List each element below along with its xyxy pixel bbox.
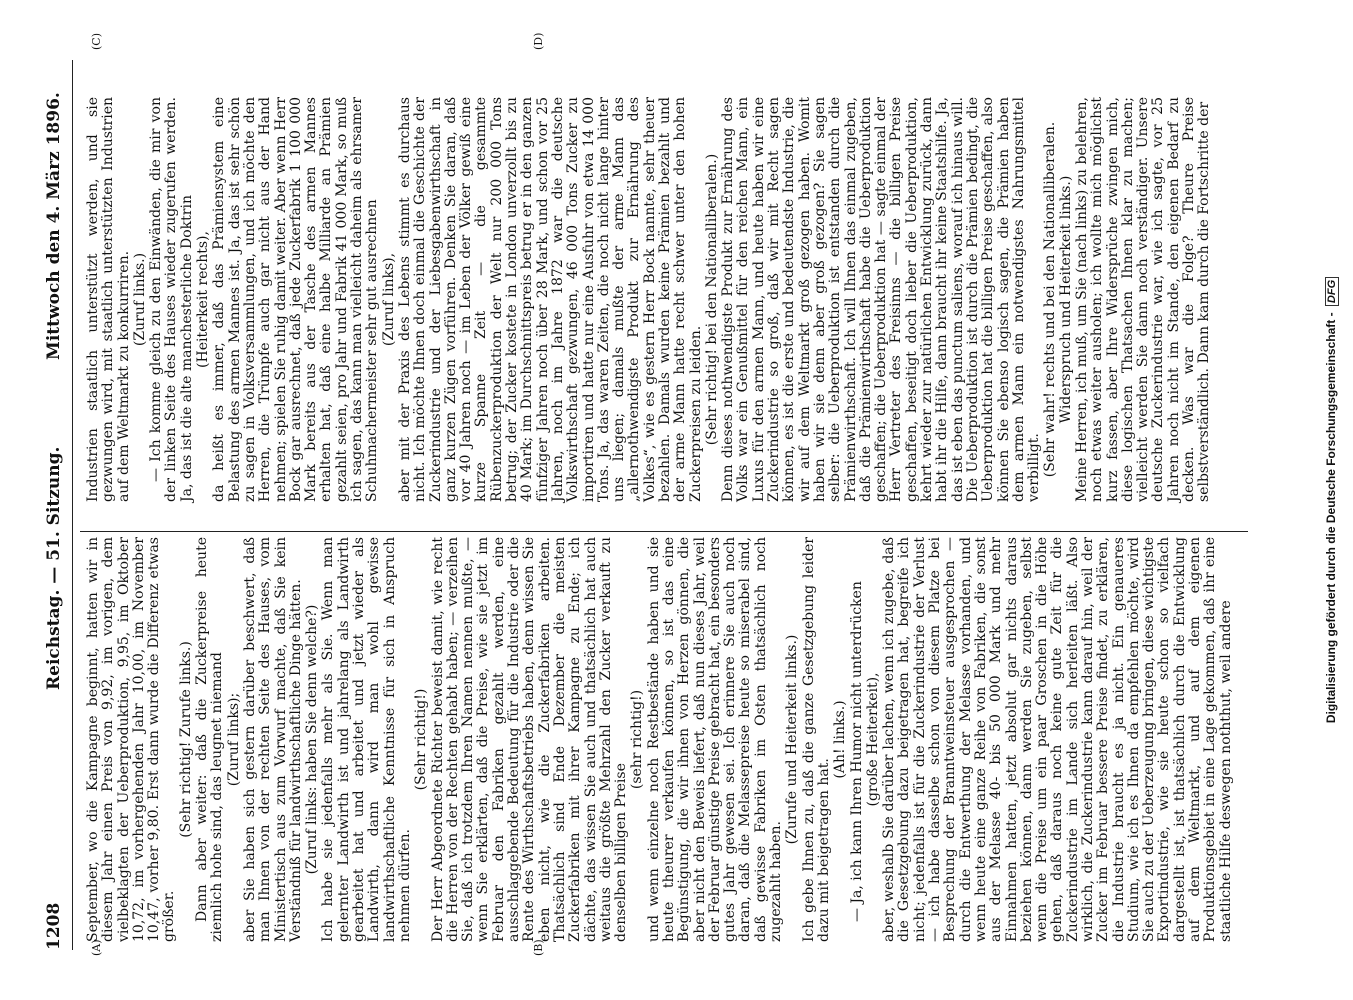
text-column-right bbox=[86, 97, 1213, 502]
session-date: Mittwoch den 4. März 1896. bbox=[44, 92, 64, 360]
paragraph: Ich habe sie jedenfalls mehr als Sie. Wenn man gelernter Landwirth ist und jahrelang als Landwirth gearbeitet hat und arbeitet und jetzt wieder als Landwirth, dann wird man wohl gewisse landwirthschaftliche Kenntnisse für sich in Anspruch nehmen dürfen. bbox=[320, 537, 413, 942]
margin-mark-b: (B) bbox=[532, 939, 545, 956]
interjection: (große Heiterkeit), bbox=[864, 672, 881, 807]
interjection: (Sehr wahr! rechts und bei den Nationalliberalen. Widerspruch und Heiterkeit links.) bbox=[1042, 121, 1074, 478]
interjection: (Heiterkeit rechts), bbox=[195, 231, 212, 368]
page-header bbox=[44, 60, 72, 950]
interjection: (Sehr richtig! bei den Nationalliberalen.) bbox=[703, 153, 720, 446]
interjection: (Zurufe und Heiterkeit links.) bbox=[784, 634, 801, 845]
paragraph: da heißt es immer, daß das Prämiensystem eine Belastung des armen Mannes ist. Ja, das ist sehr schön zu sagen in Volksversammlungen, und ich möchte den Herren, die Trümpfe auch gar nicht aus der Hand nehmen; spielen Sie ruhig damit weiter. Aber wenn Herr Bock gar ausrechnet, daß jede Zuckerfabrik 1 100 000 Mark bereits aus der Tasche des armen Mannes erhalten hat, daß eine halbe Milliarde an Prämien gezahlt seien, pro Jahr und Fabrik 41 000 Mark, so muß ich sagen, das kann man vielleicht daheim als ehrsamer Schuhmachermeister sehr gut ausrechnen bbox=[211, 97, 381, 502]
paragraph: — Ja, ich kann Ihren Humor nicht unterdrücken bbox=[848, 581, 865, 922]
page-number: 1208 bbox=[44, 902, 64, 950]
margin-mark-d: (D) bbox=[532, 32, 545, 50]
paragraph: aber Sie haben sich gestern darüber beschwert, daß man Ihnen von der rechten Seite des Hauses, vom Ministertisch aus zum Vorwurf machte, daß Sie kein Verständniß für landwirthschaftliche Dinge hätten. bbox=[241, 537, 304, 942]
interjection: (Zuruf links); bbox=[225, 692, 242, 787]
interjection: (Sehr richtig! Zurufe links.) bbox=[177, 641, 194, 838]
paragraph: Ich gebe Ihnen zu, daß die ganze Gesetzgebung leider dazu mit beigetragen hat. bbox=[800, 537, 832, 942]
dfg-logo: DFG bbox=[1325, 277, 1339, 306]
interjection: (Zuruf links: haben Sie denn welche?) bbox=[304, 604, 321, 875]
paragraph: aber, weshalb Sie darüber lachen, wenn ich zugebe, daß die Gesetzgebung dazu beigetragen hat, begreife ich nicht; jedenfalls ist für die Zuckerindustrie der Verlust — ich habe dasselbe schon von diesem Platze bei Besprechung der Branntweinsteuer ausgesprochen — durch die Entwerthung der Melasse vorhanden, und wenn heute eine ganze Reihe von Fabriken, die sonst aus der Melasse 40- bis 50 000 Mark und mehr Einnahmen hatten, jetzt absolut gar nichts daraus beziehen können, dann werden Sie zugeben, selbst wenn die Preise um ein paar Groschen in die Höhe gehen, daß daraus noch keine gute Zeit für die Zuckerindustrie im Lande sich herleiten läßt. Also wirklich, die Zuckerindustrie kann darauf hin, weil der Zucker im Februar bessere Preise findet, zu erklären, die Industrie braucht es ja nicht. Ein genaueres Studium, wie ich es Ihnen da empfehlen möchte, wird Sie auch zu der Ueberzeugung bringen, diese wichtigste Exportindustrie, wie sie heute schon so vielfach dargestellt ist, ist thatsächlich durch die Entwicklung auf dem Weltmarkt, und auf dem eigenen Produktionsgebiet in eine Lage gekommen, daß ihr eine staatliche Hilfe deswegen noththut, weil andere bbox=[881, 537, 1234, 942]
text-column-left bbox=[86, 537, 1234, 942]
column-rule bbox=[80, 531, 1248, 532]
interjection: (Zuruf links.) bbox=[131, 252, 148, 347]
paragraph: Meine Herren, ich muß, um Sie (nach links) zu belehren, noch etwas weiter ausholen; ich wollte mich möglichst kurz fassen, aber Ihre Widersprüche zwingen mich, diese logischen Thatsachen Ihnen klar zu machen; vielleicht werden Sie dann noch verständiger. Unsere deutsche Zuckerindustrie war, wie ich sagte, vor 25 Jahren noch nicht im Stande, den eigenen Bedarf zu decken. Was war die Folge? Theure Preise selbstverständlich. Dann kam durch die Fortschritte der bbox=[1074, 97, 1213, 502]
margin-mark-a: (A) bbox=[90, 939, 103, 956]
digitization-footer bbox=[1324, 0, 1339, 1000]
interjection: (Ah! links.) bbox=[832, 700, 849, 779]
paragraph: — Ich komme gleich zu den Einwänden, die mir von der linken Seite des Hauses wieder zugerufen werden. Ja, das ist die alte manchesterliche Doktrin bbox=[148, 97, 195, 502]
paragraph: Industrien staatlich unterstützt werden, und sie gezwungen wird, mit staatlich unterstützten Industrien auf dem Weltmarkt zu konkurriren. bbox=[85, 97, 132, 502]
interjection: (Zuruf links), bbox=[380, 252, 397, 347]
session-title: Reichstag. — 51. Sitzung. bbox=[44, 446, 64, 690]
interjection: (sehr richtig!) bbox=[629, 689, 646, 790]
paragraph: aber mit der Praxis des Lebens stimmt es durchaus nicht. Ich möchte Ihnen doch einmal die Geschichte der Zuckerindustrie und der Liebesgabenwirthschaft in ganz kurzen Zügen vorführen. Denken Sie daran, daß vor 40 Jahren noch — im Leben der Völker gewiß eine kurze Spanne Zeit — die gesammte Rübenzuckerproduktion der Welt nur 200 000 Tons betrug; der Zucker kostete in London unverzollt bis zu 40 Mark; im Durchschnittspreis betrug er in den ganzen fünfziger Jahren noch über 28 Mark, und schon vor 25 Jahren, noch im Jahre 1872 war die deutsche Volkswirthschaft gezwungen, 46 000 Tons Zucker zu importiren und hatte nur eine Ausfuhr von etwa 14 000 Tons. Ja, das waren Zeiten, die noch nicht lange hinter uns liegen; damals mußte der arme Mann das „allernothwendigste Produkt zur Ernährung des Volkes“, wie es gestern Herr Bock nannte, sehr theuer bezahlen. Damals wurden keine Prämien bezahlt und der arme Mann hatte recht schwer unter den hohen Zuckerpreisen zu leiden. bbox=[396, 97, 704, 502]
margin-mark-c: (C) bbox=[90, 33, 103, 50]
header-rule bbox=[72, 60, 73, 950]
paragraph: September, wo die Kampagne beginnt, hatten wir in diesem Jahr einen Preis von 9,92, im vorigen, dem vielbeklagten der Ueberproduktion, 9,95, im Oktober 10,72, im vorhergehenden Jahr 10,00, im November 10,47, vorher 9,80. Erst dann wurde die Differenz etwas größer. bbox=[85, 537, 178, 942]
interjection: (Sehr richtig!) bbox=[413, 688, 430, 791]
paragraph: und wenn einzelne noch Restbestände haben und sie heute theurer verkaufen können, so ist das eine Begünstigung, die wir ihnen von Herzen gönnen, die aber nicht den Beweis liefert, daß nun dieses Jahr, weil der Februar günstige Preise gebracht hat, ein besonders gutes Jahr gewesen sei. Ich erinnere Sie auch noch daran, daß die Melassepreise heute so miserabel sind, daß gewisse Fabriken im Osten thatsächlich noch zugezahlt haben. bbox=[645, 537, 785, 942]
paragraph: Dann aber weiter: daß die Zuckerpreise heute ziemlich hohe sind, das leugnet niemand bbox=[194, 537, 226, 942]
paragraph: Der Herr Abgeordnete Richter beweist damit, wie recht die Herren von der Rechten gehabt haben; — verzeihen Sie, daß ich trotzdem Ihren Namen nennen mußte, — wenn Sie erklärten, daß die Preise, wie sie jetzt im Februar den Fabriken gezahlt werden, eine ausschlaggebende Bedeutung für die Industrie oder die Rente des Wirthschaftsbetriebs haben, denn wissen Sie eben nicht, wie die Zuckerfabriken arbeiten. Thatsächlich sind Ende Dezember die meisten Zuckerfabriken mit ihrer Kampagne zu Ende; ich dächte, das wissen Sie auch und thatsächlich hat auch weitaus die größte Mehrzahl den Zucker verkauft zu denselben billigen Preise bbox=[429, 537, 630, 942]
paragraph: Denn dieses nothwendigste Produkt zur Ernährung des Volks war ein Genußmittel für den reichen Mann, ein Luxus für den armen Mann, und heute haben wir eine Zuckerindustrie so groß, daß wir mit Recht sagen können, es ist die erste und bedeutendste Industrie, die wir auf dem Weltmarkt groß gezogen haben. Womit haben wir sie denn aber groß gezogen? Sie sagen selber: die Ueberproduktion ist entstanden durch die Prämienwirthschaft. Ich will Ihnen das einmal zugeben, daß die Prämienwirthschaft habe die Ueberproduktion geschaffen; die Ueberproduktion hat — sagte einmal der Herr Vertreter des Freisinns — die billigen Preise geschaffen, beseitigt doch lieber die Ueberproduktion, kehrt wieder zur natürlichen Entwicklung zurück, dann habt ihr die Hilfe, dann braucht ihr keine Staatshilfe. Ja, das ist eben das punctum saliens, worauf ich hinaus will. Die Ueberproduktion ist durch die Prämien bedingt, die Ueberproduktion hat die billigen Preise geschaffen, also können Sie ebenso logisch sagen, die Prämien haben dem armen Mann ein notwendigstes Nahrungsmittel verbilligt. bbox=[720, 97, 1043, 502]
footer-text: Digitalisierung gefördert durch die Deutsche Forschungsgemeinschaft - bbox=[1324, 312, 1338, 724]
